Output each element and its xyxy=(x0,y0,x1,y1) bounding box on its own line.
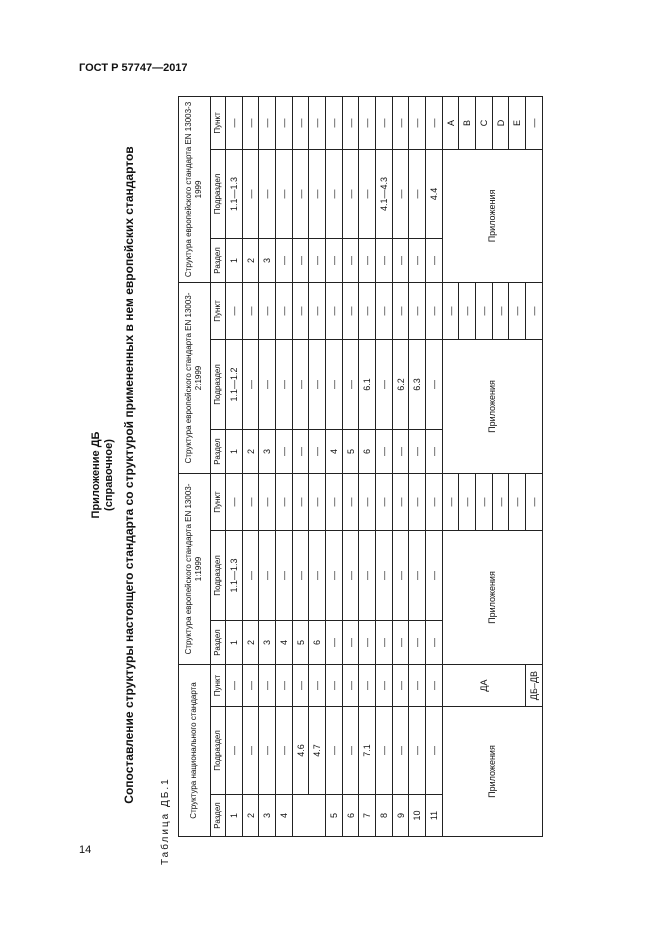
national-punkt: — xyxy=(326,665,343,707)
en3-punkt: — xyxy=(259,96,276,149)
national-podrazdel: 4.7 xyxy=(309,707,326,795)
national-razdel: 5 xyxy=(326,795,343,837)
en3-punkt: — xyxy=(376,96,393,149)
en3-appendix-letter: C xyxy=(476,96,493,149)
en1-punkt: — xyxy=(342,473,359,530)
national-podrazdel: — xyxy=(392,707,409,795)
en3-podrazdel: — xyxy=(359,149,376,238)
en2-appendix-punkt: — xyxy=(509,282,526,339)
col-razdel: Раздел xyxy=(210,795,225,837)
en2-punkt: — xyxy=(309,282,326,339)
column-header-row xyxy=(210,96,225,836)
national-podrazdel: — xyxy=(242,707,259,795)
en3-podrazdel: 4.1—4.3 xyxy=(376,149,393,238)
document-code: ГОСТ Р 57747—2017 xyxy=(79,62,188,74)
en3-razdel: — xyxy=(392,238,409,282)
national-podrazdel: — xyxy=(376,707,393,795)
table-row xyxy=(309,96,326,836)
en1-podrazdel: — xyxy=(426,531,443,621)
en1-punkt: — xyxy=(409,473,426,530)
en3-punkt: — xyxy=(392,96,409,149)
en3-podrazdel: — xyxy=(259,149,276,238)
en3-appendix-letter: D xyxy=(492,96,509,149)
en1-razdel: — xyxy=(409,621,426,665)
col-podrazdel: Подраздел xyxy=(210,531,225,621)
en3-punkt: — xyxy=(426,96,443,149)
en2-razdel: — xyxy=(409,429,426,473)
en3-razdel: — xyxy=(292,238,309,282)
en3-razdel: — xyxy=(342,238,359,282)
en1-razdel: 6 xyxy=(309,621,326,665)
en1-podrazdel: 1.1—1.3 xyxy=(226,531,243,621)
en3-podrazdel: 4.4 xyxy=(426,149,443,238)
en2-razdel: — xyxy=(426,429,443,473)
en1-razdel: — xyxy=(342,621,359,665)
national-punkt: — xyxy=(342,665,359,707)
en1-podrazdel: — xyxy=(276,531,293,621)
national-razdel: 8 xyxy=(376,795,393,837)
en2-punkt: — xyxy=(409,282,426,339)
en3-razdel: 1 xyxy=(226,238,243,282)
en3-razdel: — xyxy=(409,238,426,282)
national-punkt: — xyxy=(242,665,259,707)
en2-razdel: 6 xyxy=(359,429,376,473)
national-appendix-label: Приложения xyxy=(442,707,542,837)
table-row xyxy=(259,96,276,836)
en1-punkt: — xyxy=(359,473,376,530)
en1-punkt: — xyxy=(259,473,276,530)
table-row xyxy=(359,96,376,836)
col-podrazdel: Подраздел xyxy=(210,707,225,795)
national-punkt: — xyxy=(392,665,409,707)
en1-podrazdel: — xyxy=(359,531,376,621)
en3-punkt: — xyxy=(242,96,259,149)
en2-appendix-punkt: — xyxy=(526,282,543,339)
en3-punkt: — xyxy=(226,96,243,149)
national-punkt: — xyxy=(409,665,426,707)
national-podrazdel: 4.6 xyxy=(292,707,309,795)
en3-podrazdel: — xyxy=(342,149,359,238)
en3-punkt: — xyxy=(326,96,343,149)
national-structure-header: Структура национального стандарта xyxy=(179,665,211,837)
national-razdel: 6 xyxy=(342,795,359,837)
en1-podrazdel: — xyxy=(326,531,343,621)
en1-razdel: — xyxy=(426,621,443,665)
col-punkt: Пункт xyxy=(210,96,225,149)
en2-razdel: 4 xyxy=(326,429,343,473)
en3-razdel: — xyxy=(276,238,293,282)
en2-structure-header: Структура европейского стандарта EN 13003-2:1999 xyxy=(179,282,211,473)
appendix-heading xyxy=(90,85,116,865)
en2-punkt: — xyxy=(359,282,376,339)
appendix-row xyxy=(442,96,459,836)
table-row xyxy=(376,96,393,836)
en1-appendix-punkt: — xyxy=(476,473,493,530)
en1-punkt: — xyxy=(426,473,443,530)
en3-podrazdel: — xyxy=(409,149,426,238)
en3-podrazdel: 1.1—1.3 xyxy=(226,149,243,238)
en1-appendix-punkt: — xyxy=(509,473,526,530)
national-razdel xyxy=(292,795,325,837)
en1-razdel: — xyxy=(326,621,343,665)
table-row xyxy=(226,96,243,836)
en1-appendix-punkt: — xyxy=(459,473,476,530)
en1-podrazdel: — xyxy=(309,531,326,621)
en2-podrazdel: — xyxy=(259,339,276,429)
table-row xyxy=(392,96,409,836)
en2-punkt: — xyxy=(342,282,359,339)
national-podrazdel: — xyxy=(259,707,276,795)
en3-podrazdel: — xyxy=(326,149,343,238)
en2-podrazdel: — xyxy=(376,339,393,429)
en1-punkt: — xyxy=(392,473,409,530)
en1-podrazdel: — xyxy=(242,531,259,621)
en2-punkt: — xyxy=(242,282,259,339)
en3-appendix-letter: — xyxy=(526,96,543,149)
en3-podrazdel: — xyxy=(276,149,293,238)
comparison-table-body xyxy=(179,96,543,836)
table-row xyxy=(409,96,426,836)
en2-razdel: — xyxy=(376,429,393,473)
national-razdel: 9 xyxy=(392,795,409,837)
en3-podrazdel: — xyxy=(242,149,259,238)
national-punkt: — xyxy=(309,665,326,707)
national-razdel: 7 xyxy=(359,795,376,837)
national-punkt: — xyxy=(226,665,243,707)
en3-punkt: — xyxy=(359,96,376,149)
en2-podrazdel: — xyxy=(242,339,259,429)
en2-podrazdel: 6.1 xyxy=(359,339,376,429)
en2-punkt: — xyxy=(376,282,393,339)
en2-razdel: — xyxy=(392,429,409,473)
en1-punkt: — xyxy=(309,473,326,530)
national-razdel: 4 xyxy=(276,795,293,837)
en1-razdel: — xyxy=(392,621,409,665)
en1-appendix-label: Приложения xyxy=(442,531,542,665)
en3-razdel: — xyxy=(376,238,393,282)
national-podrazdel: — xyxy=(426,707,443,795)
rotated-page-content xyxy=(90,85,610,865)
national-razdel: 10 xyxy=(409,795,426,837)
national-podrazdel: — xyxy=(226,707,243,795)
en1-podrazdel: — xyxy=(376,531,393,621)
en2-podrazdel: 1.1—1.2 xyxy=(226,339,243,429)
section-title: Сопоставление структуры настоящего стандарта со структурой примененных в нем европейских стандартов xyxy=(122,146,136,804)
col-punkt: Пункт xyxy=(210,473,225,530)
en3-appendix-letter: E xyxy=(509,96,526,149)
en1-podrazdel: — xyxy=(292,531,309,621)
en2-podrazdel: — xyxy=(426,339,443,429)
en2-appendix-punkt: — xyxy=(459,282,476,339)
table-row xyxy=(242,96,259,836)
col-punkt: Пункт xyxy=(210,282,225,339)
en1-punkt: — xyxy=(292,473,309,530)
en2-razdel: 1 xyxy=(226,429,243,473)
en3-appendix-label: Приложения xyxy=(442,149,542,282)
national-punkt: — xyxy=(376,665,393,707)
appendix-subtitle: (справочное) xyxy=(103,439,115,511)
col-podrazdel: Подраздел xyxy=(210,339,225,429)
national-podrazdel: — xyxy=(276,707,293,795)
en3-punkt: — xyxy=(342,96,359,149)
en2-razdel: — xyxy=(292,429,309,473)
national-podrazdel: — xyxy=(342,707,359,795)
en2-appendix-punkt: — xyxy=(492,282,509,339)
en1-podrazdel: — xyxy=(342,531,359,621)
en2-podrazdel: — xyxy=(292,339,309,429)
national-podrazdel: 7.1 xyxy=(359,707,376,795)
en2-appendix-punkt: — xyxy=(442,282,459,339)
en1-appendix-punkt: — xyxy=(492,473,509,530)
en1-razdel: 5 xyxy=(292,621,309,665)
table-row xyxy=(276,96,293,836)
en1-podrazdel: — xyxy=(259,531,276,621)
col-razdel: Раздел xyxy=(210,429,225,473)
en2-podrazdel: — xyxy=(342,339,359,429)
col-razdel: Раздел xyxy=(210,621,225,665)
en2-podrazdel: 6.3 xyxy=(409,339,426,429)
en2-punkt: — xyxy=(259,282,276,339)
group-header-row xyxy=(179,96,211,836)
national-appendix-da: ДА xyxy=(442,665,525,707)
national-punkt: — xyxy=(359,665,376,707)
en3-podrazdel: — xyxy=(392,149,409,238)
en3-punkt: — xyxy=(409,96,426,149)
en3-appendix-letter: B xyxy=(459,96,476,149)
col-podrazdel: Подраздел xyxy=(210,149,225,238)
en1-razdel: 1 xyxy=(226,621,243,665)
comparison-table xyxy=(178,96,543,837)
national-punkt: — xyxy=(259,665,276,707)
en2-razdel: — xyxy=(309,429,326,473)
en2-razdel: 5 xyxy=(342,429,359,473)
en1-punkt: — xyxy=(242,473,259,530)
en2-podrazdel: — xyxy=(276,339,293,429)
national-razdel: 11 xyxy=(426,795,443,837)
en2-appendix-punkt: — xyxy=(476,282,493,339)
en1-structure-header: Структура европейского стандарта EN 13003-1:1999 xyxy=(179,473,211,664)
en1-appendix-punkt: — xyxy=(442,473,459,530)
en2-punkt: — xyxy=(292,282,309,339)
en1-appendix-punkt: — xyxy=(526,473,543,530)
national-podrazdel: — xyxy=(409,707,426,795)
en3-razdel: 2 xyxy=(242,238,259,282)
table-row xyxy=(326,96,343,836)
national-punkt: — xyxy=(426,665,443,707)
appendix-title: Приложение ДБ xyxy=(90,431,102,519)
en3-razdel: — xyxy=(326,238,343,282)
en1-razdel: 4 xyxy=(276,621,293,665)
table-row xyxy=(426,96,443,836)
en2-appendix-label: Приложения xyxy=(442,339,542,473)
national-podrazdel: — xyxy=(326,707,343,795)
en3-razdel: — xyxy=(309,238,326,282)
en2-punkt: — xyxy=(226,282,243,339)
en1-razdel: 2 xyxy=(242,621,259,665)
en3-punkt: — xyxy=(276,96,293,149)
en1-punkt: — xyxy=(276,473,293,530)
en3-razdel: — xyxy=(426,238,443,282)
table-row xyxy=(342,96,359,836)
en3-structure-header: Структура европейского стандарта EN 13003-3 1999 xyxy=(179,96,211,282)
en2-podrazdel: 6.2 xyxy=(392,339,409,429)
en2-punkt: — xyxy=(276,282,293,339)
national-punkt: — xyxy=(276,665,293,707)
en2-razdel: — xyxy=(276,429,293,473)
en1-punkt: — xyxy=(226,473,243,530)
national-appendix-db-dv: ДБ–ДВ xyxy=(526,665,543,707)
en1-razdel: — xyxy=(376,621,393,665)
national-razdel: 2 xyxy=(242,795,259,837)
en2-punkt: — xyxy=(326,282,343,339)
en1-razdel: 3 xyxy=(259,621,276,665)
en1-podrazdel: — xyxy=(409,531,426,621)
col-punkt: Пункт xyxy=(210,665,225,707)
en3-razdel: 3 xyxy=(259,238,276,282)
en1-punkt: — xyxy=(376,473,393,530)
en3-podrazdel: — xyxy=(309,149,326,238)
en2-podrazdel: — xyxy=(326,339,343,429)
table-row xyxy=(292,96,309,836)
en2-punkt: — xyxy=(392,282,409,339)
national-punkt: — xyxy=(292,665,309,707)
en1-razdel: — xyxy=(359,621,376,665)
en1-punkt: — xyxy=(326,473,343,530)
en3-punkt: — xyxy=(292,96,309,149)
en2-razdel: 2 xyxy=(242,429,259,473)
national-razdel: 3 xyxy=(259,795,276,837)
en3-razdel: — xyxy=(359,238,376,282)
en2-punkt: — xyxy=(426,282,443,339)
national-razdel: 1 xyxy=(226,795,243,837)
en2-razdel: 3 xyxy=(259,429,276,473)
en3-punkt: — xyxy=(309,96,326,149)
en3-podrazdel: — xyxy=(292,149,309,238)
page-number: 14 xyxy=(79,844,92,856)
en1-podrazdel: — xyxy=(392,531,409,621)
table-caption: Таблица ДБ.1 xyxy=(160,777,171,865)
en2-podrazdel: — xyxy=(309,339,326,429)
en3-appendix-letter: A xyxy=(442,96,459,149)
col-razdel: Раздел xyxy=(210,238,225,282)
